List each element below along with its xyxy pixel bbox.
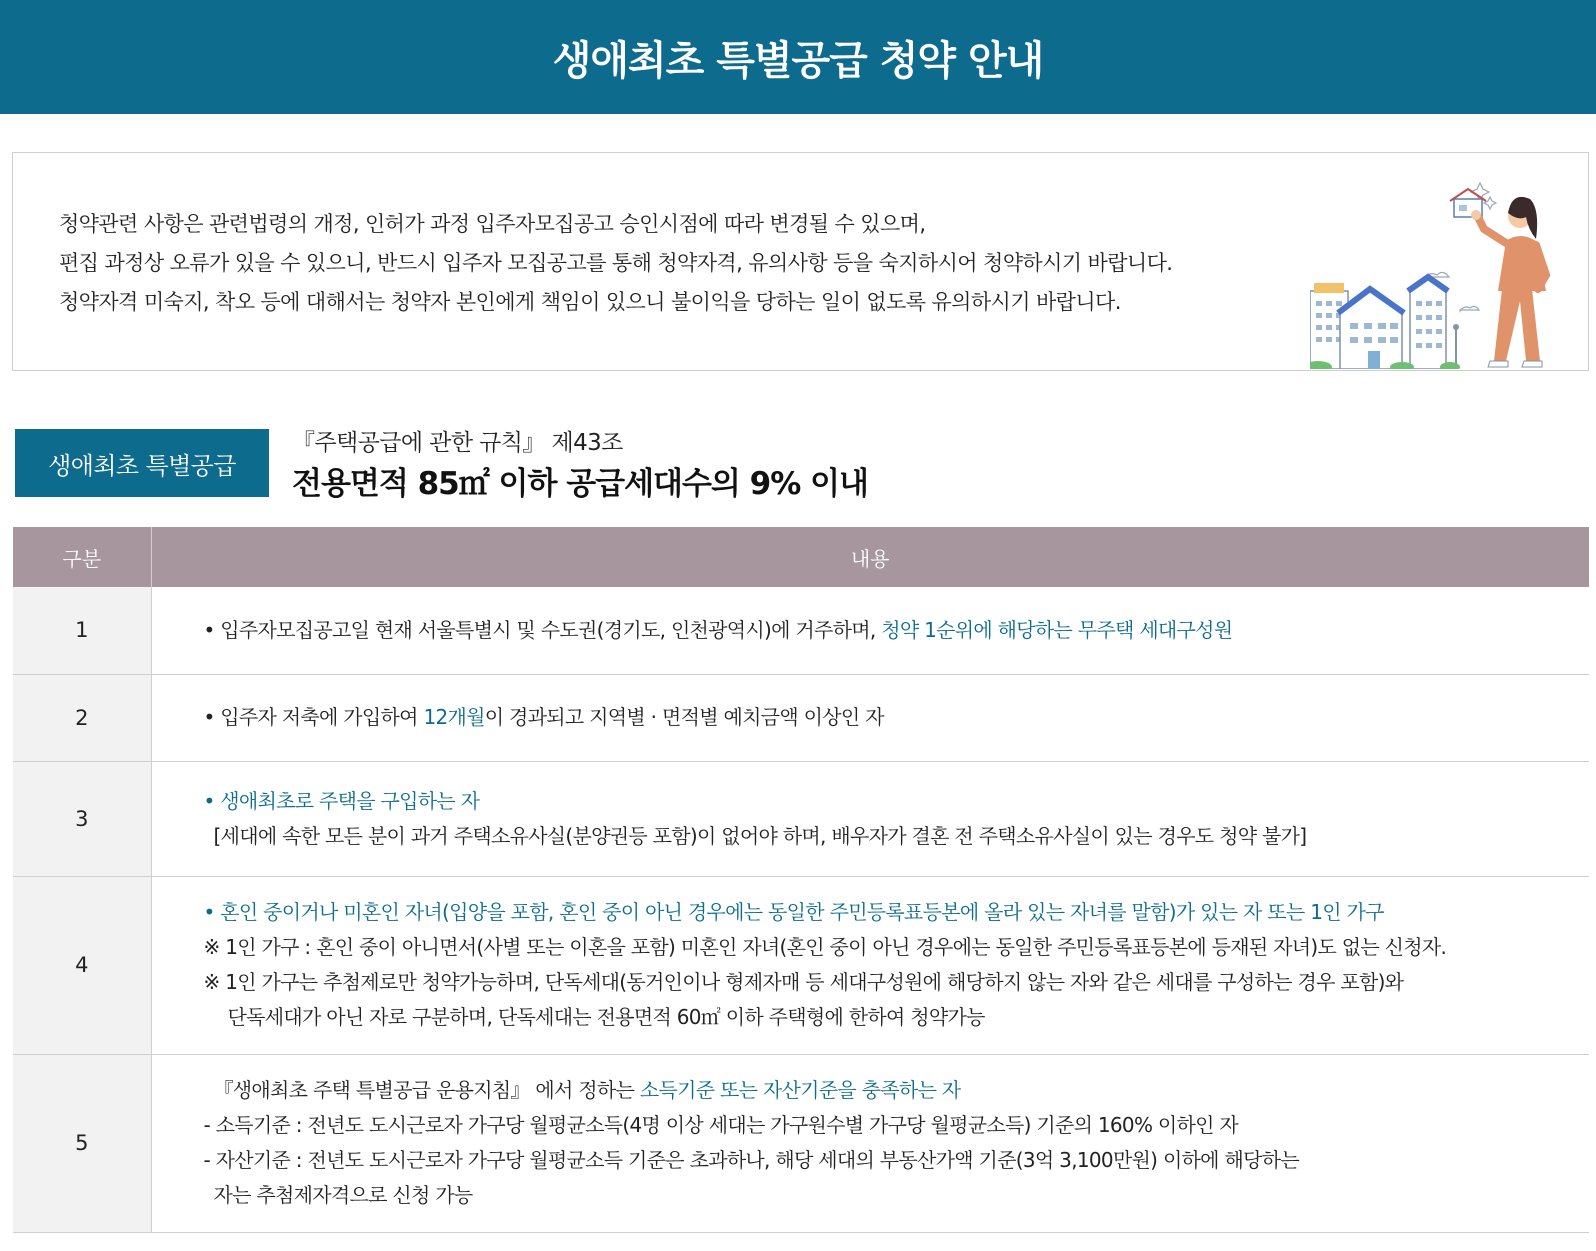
section-badge: 생애최초 특별공급 — [15, 429, 269, 497]
row-number: 5 — [13, 1054, 151, 1232]
header-bar — [0, 0, 1596, 114]
row-content — [151, 761, 1589, 876]
row-line: 자는 추첨제자격으로 신청 가능 — [213, 1183, 473, 1207]
table-row — [13, 674, 1589, 761]
table-header-row — [13, 527, 1589, 587]
row-line: - 자산기준 : 전년도 도시근로자 가구당 월평균소득 기준은 초과하나, 해당 세대의 부동산가액 기준(3억 3,100만원) 이하에 해당하는 — [203, 1148, 1299, 1172]
row-line: ※ 1인 가구 : 혼인 중이 아니면서(사별 또는 이혼을 포함) 미혼인 자녀(혼인 중이 아닌 경우에는 동일한 주민등록표등본에 등재된 자녀)도 없는 신청자. — [203, 935, 1447, 959]
notice-text — [59, 205, 1172, 322]
row-content — [151, 1054, 1589, 1232]
highlight-text: 12개월 — [423, 705, 485, 729]
row-text: • 입주자 저축에 가입하여 — [203, 705, 424, 729]
section-reference: 『주택공급에 관한 규칙』 제43조 — [292, 430, 623, 456]
row-content — [151, 587, 1589, 674]
row-number: 2 — [13, 674, 151, 761]
notice-line: 청약자격 미숙지, 착오 등에 대해서는 청약자 본인에게 책임이 있으니 불이익을 당하는 일이 없도록 유의하시기 바랍니다. — [59, 290, 1121, 314]
column-header-category: 구분 — [13, 527, 151, 587]
table-row — [13, 876, 1589, 1054]
row-content — [151, 876, 1589, 1054]
eligibility-table — [13, 527, 1589, 1233]
row-line — [204, 1073, 1590, 1108]
row-line-highlight: • 생애최초로 주택을 구입하는 자 — [203, 788, 480, 813]
table-row — [13, 1054, 1589, 1232]
row-line-highlight: • 혼인 중이거나 미혼인 자녀(입양을 포함, 혼인 중이 아닌 경우에는 동일한 주민등록표등본에 올라 있는 자녀를 말함)가 있는 자 또는 1인 가구 — [203, 900, 1384, 924]
notice-line: 편집 과정상 오류가 있을 수 있으니, 반드시 입주자 모집공고를 통해 청약자격, 유의사항 등을 숙지하시어 청약하시기 바랍니다. — [59, 251, 1173, 275]
row-text: 『생애최초 주택 특별공급 운용지침』 에서 정하는 — [213, 1078, 640, 1102]
highlight-text: 소득기준 또는 자산기준을 충족하는 자 — [639, 1078, 961, 1102]
row-line: - 소득기준 : 전년도 도시근로자 가구당 월평균소득(4명 이상 세대는 가구원수별 가구당 월평균소득) 기준의 160% 이하인 자 — [203, 1113, 1239, 1137]
row-text: 이 경과되고 지역별 · 면적별 예치금액 이상인 자 — [484, 705, 884, 729]
column-header-content: 내용 — [151, 527, 1589, 587]
city-woman-illustration — [1310, 171, 1575, 369]
row-line: 단독세대가 아닌 자로 구분하며, 단독세대는 전용면적 60㎡ 이하 주택형에 한하여 청약가능 — [227, 1005, 985, 1029]
page-title: 생애최초 특별공급 청약 안내 — [552, 37, 1044, 84]
row-line: [세대에 속한 모든 분이 과거 주택소유사실(분양권등 포함)이 없어야 하며, 배우자가 결혼 전 주택소유사실이 있는 경우도 청약 불가] — [213, 823, 1307, 848]
row-line — [204, 613, 1590, 648]
row-content — [151, 674, 1589, 761]
row-line — [204, 700, 1590, 735]
row-number: 3 — [13, 761, 151, 876]
highlight-text: 청약 1순위에 해당하는 무주택 세대구성원 — [881, 617, 1233, 642]
section-title: 전용면적 85㎡ 이하 공급세대수의 9% 이내 — [292, 466, 868, 502]
row-text: • 입주자모집공고일 현재 서울특별시 및 수도권(경기도, 인천광역시)에 거주하며, — [203, 617, 882, 642]
table-row — [13, 761, 1589, 876]
table-row — [13, 587, 1589, 674]
row-line: ※ 1인 가구는 추첨제로만 청약가능하며, 단독세대(동거인이나 형제자매 등 세대구성원에 해당하지 않는 자와 같은 세대를 구성하는 경우 포함)와 — [203, 970, 1404, 994]
notice-line: 청약관련 사항은 관련법령의 개정, 인허가 과정 입주자모집공고 승인시점에 따라 변경될 수 있으며, — [59, 212, 926, 236]
notice-box — [12, 152, 1589, 371]
row-number: 1 — [13, 587, 151, 674]
row-number: 4 — [13, 876, 151, 1054]
